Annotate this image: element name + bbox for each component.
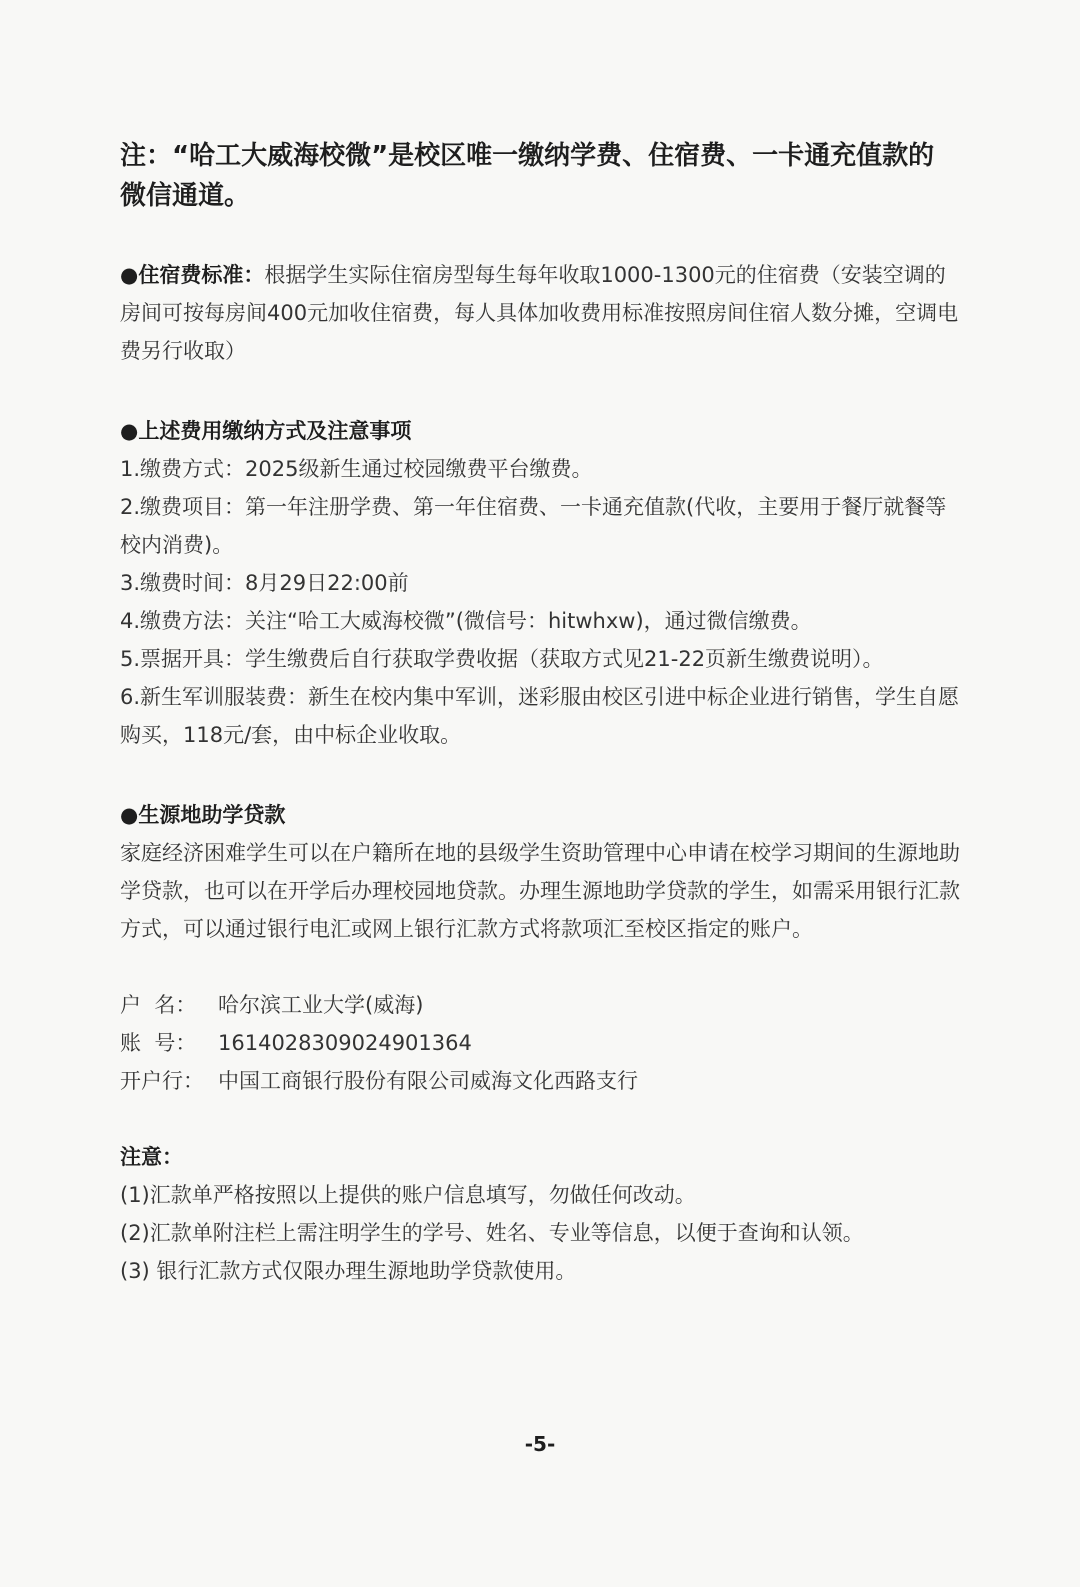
loan-heading: ●生源地助学贷款	[120, 803, 286, 827]
account-bank-value: 中国工商银行股份有限公司威海文化西路支行	[218, 1069, 638, 1093]
accommodation-text: 根据学生实际住宿房型每生每年收取1000-1300元的住宿费（安装空调的房间可按每房间400元加收住宿费，每人具体加收费用标准按照房间住宿人数分摊，空调电费另行收取）	[120, 263, 959, 363]
payment-item: 4.缴费方法：关注“哈工大威海校微”(微信号：hitwhxw)，通过微信缴费。	[120, 609, 812, 633]
account-name-row	[120, 986, 960, 1024]
accommodation-section	[120, 256, 960, 370]
document-page	[120, 136, 960, 1290]
account-number-value: 1614028309024901364	[218, 1031, 472, 1055]
account-number-row	[120, 1024, 960, 1062]
loan-paragraph: 家庭经济困难学生可以在户籍所在地的县级学生资助管理中心申请在校学习期间的生源地助学贷款，也可以在开学后办理校园地贷款。办理生源地助学贷款的学生，如需采用银行汇款方式，可以通过银行电汇或网上银行汇款方式将款项汇至校区指定的账户。	[120, 841, 960, 941]
page-number: -5-	[524, 1432, 556, 1456]
payment-item: 3.缴费时间：8月29日22:00前	[120, 571, 409, 595]
attention-item: (2)汇款单附注栏上需注明学生的学号、姓名、专业等信息，以便于查询和认领。	[120, 1221, 864, 1245]
payment-heading: ●上述费用缴纳方式及注意事项	[120, 419, 412, 443]
attention-item: (3) 银行汇款方式仅限办理生源地助学贷款使用。	[120, 1259, 577, 1283]
account-bank-label: 开户行：	[120, 1069, 204, 1093]
payment-section	[120, 412, 960, 754]
payment-item: 6.新生军训服装费：新生在校内集中军训，迷彩服由校区引进中标企业进行销售，学生自愿购买，118元/套，由中标企业收取。	[120, 685, 960, 747]
attention-section	[120, 1138, 960, 1290]
payment-item: 5.票据开具：学生缴费后自行获取学费收据（获取方式见21-22页新生缴费说明）。	[120, 647, 884, 671]
loan-section	[120, 796, 960, 948]
payment-item: 2.缴费项目：第一年注册学费、第一年住宿费、一卡通充值款(代收，主要用于餐厅就餐等校内消费)。	[120, 495, 947, 557]
attention-heading: 注意：	[120, 1145, 183, 1169]
attention-item: (1)汇款单严格按照以上提供的账户信息填写，勿做任何改动。	[120, 1183, 696, 1207]
payment-item: 1.缴费方式：2025级新生通过校园缴费平台缴费。	[120, 457, 593, 481]
account-number-label: 账 号：	[120, 1031, 197, 1055]
account-name-value: 哈尔滨工业大学(威海)	[218, 993, 424, 1017]
account-bank-row	[120, 1062, 960, 1100]
accommodation-label: ●住宿费标准：	[120, 263, 265, 287]
note-heading: 注：“哈工大威海校微”是校区唯一缴纳学费、住宿费、一卡通充值款的微信通道。	[120, 141, 935, 211]
accommodation-paragraph	[120, 256, 960, 370]
account-name-label: 户 名：	[120, 993, 197, 1017]
bank-account-info	[120, 986, 960, 1100]
